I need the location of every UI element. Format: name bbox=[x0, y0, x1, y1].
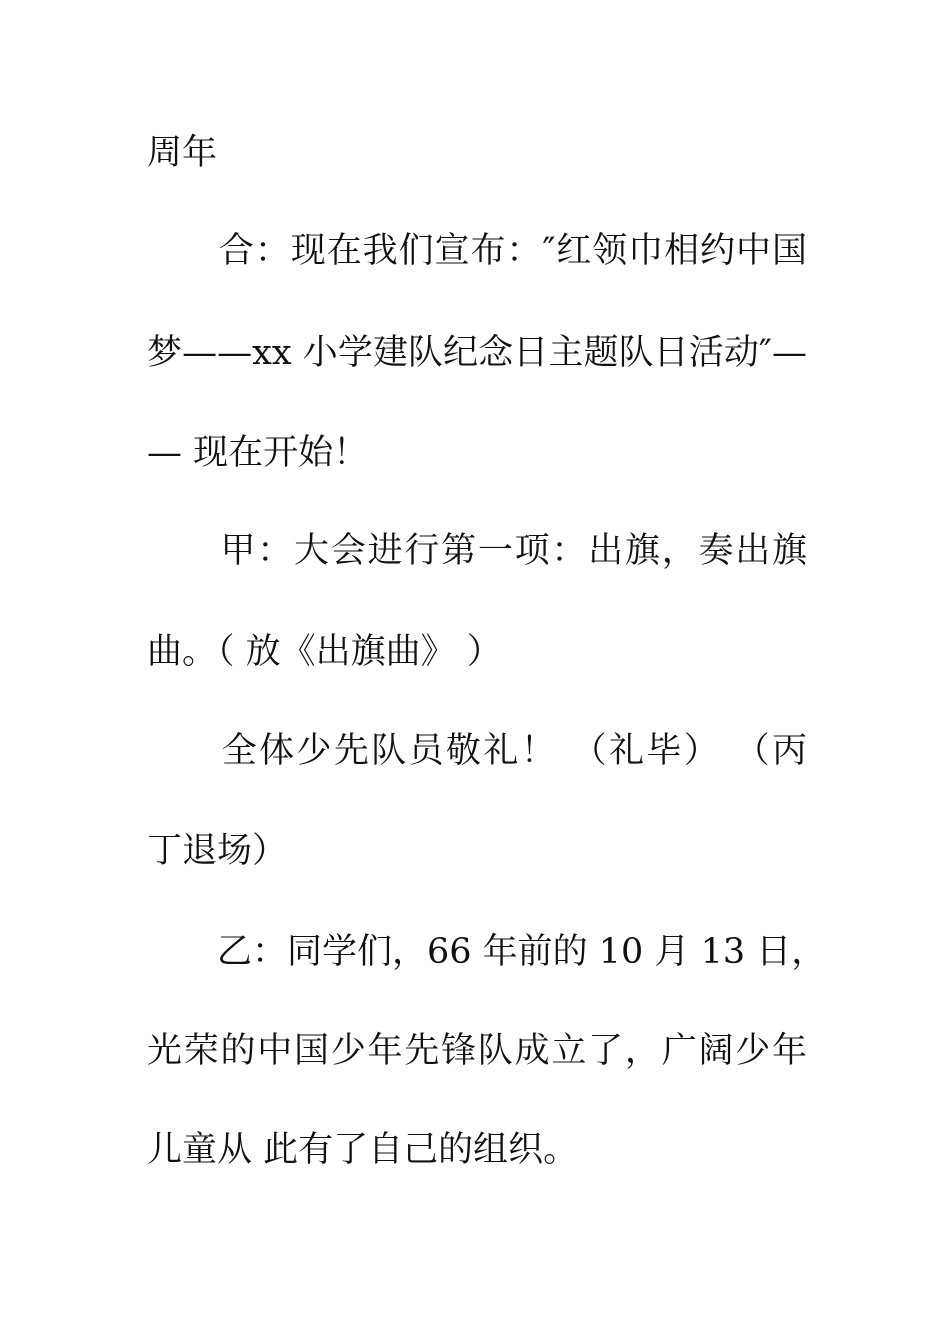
text-line-7: 全体少先队员敬礼！ （礼毕） （丙 bbox=[147, 731, 807, 771]
text-line-5: 甲：大会进行第一项：出旗，奏出旗 bbox=[147, 531, 807, 571]
text-line-4: — 现在开始！ bbox=[147, 433, 369, 473]
text-line-10: 光荣的中国少年先锋队成立了，广阔少年 bbox=[147, 1031, 807, 1071]
text-line-11: 儿童从 此有了自己的组织。 bbox=[147, 1130, 579, 1170]
text-line-1: 周年 bbox=[147, 133, 218, 173]
text-line-8: 丁退场） bbox=[147, 831, 288, 871]
text-line-9: 乙：同学们，66 年前的 10 月 13 日， bbox=[147, 932, 827, 972]
text-line-3: 梦——xx 小学建队纪念日主题队日活动″— bbox=[147, 333, 807, 373]
text-line-2: 合：现在我们宣布：″红领巾相约中国 bbox=[147, 231, 807, 271]
text-line-6: 曲。（ 放《出旗曲》 ） bbox=[147, 632, 502, 672]
